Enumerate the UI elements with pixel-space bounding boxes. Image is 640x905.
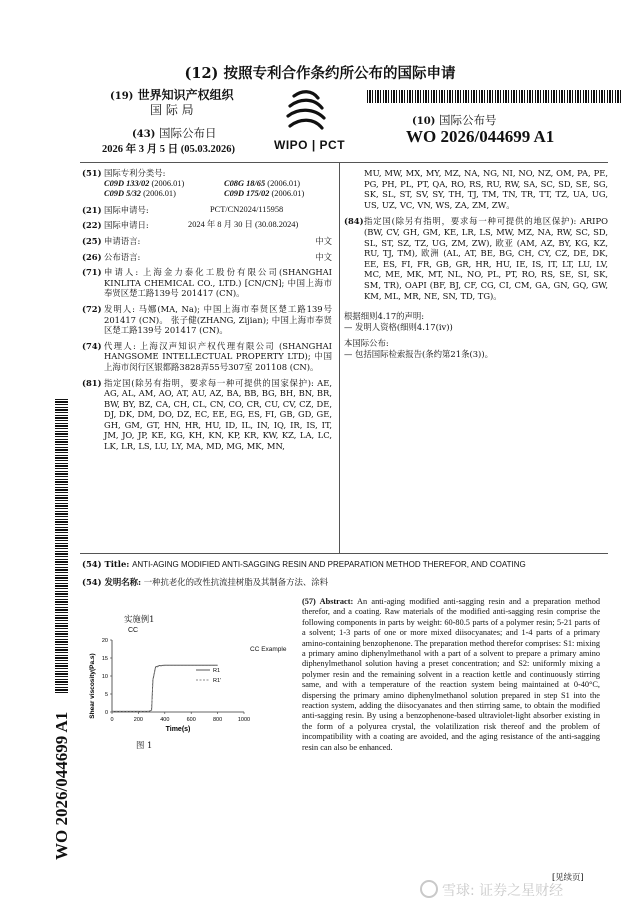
org-code: (19) bbox=[110, 91, 134, 102]
vertical-pub-number: WO 2026/044699 A1 bbox=[52, 711, 71, 860]
pub-date-value: 2026 年 3 月 5 日 (05.03.2026) bbox=[102, 144, 235, 155]
figure-cc-label: CC bbox=[128, 627, 139, 634]
column-divider bbox=[339, 163, 340, 553]
field-51: (51) 国际专利分类号: bbox=[82, 168, 166, 178]
field-74: (74) 代理人: 上海汉声知识产权代理有限公司 (SHANGHAI HANGSOME INTELLECTUAL PROPERTY LTD); 中国上海市闵行区银都路3828弄55号307室 201108 (CN)。 bbox=[82, 340, 332, 372]
field-22: (22) 国际申请日: 2024 年 8 月 30 日 (30.08.2024) bbox=[82, 220, 299, 231]
publication-item: — 包括国际检索报告(条约第21条(3))。 bbox=[344, 348, 493, 359]
figure-caption: 图 1 bbox=[136, 740, 153, 750]
x-tick-label: 1000 bbox=[237, 717, 251, 723]
org-bureau: 国 际 局 bbox=[150, 103, 194, 117]
continued-label: [见续页] bbox=[552, 872, 584, 882]
field-81-continued: MU, MW, MX, MY, MZ, NA, NG, NI, NO, NZ, OM, PA, PE, PG, PH, PL, PT, QA, RO, RS, RU, RW, SA, SC, SD, SE, SG, SK, SL, ST, SV, SY, TH, TJ, TM, TN, TR, TT, TZ, UA, UG, US, UZ, VC, VN, WS, ZA, ZM, ZW。 bbox=[364, 168, 608, 210]
watermark: 雪球: 证券之星财经 bbox=[420, 880, 563, 900]
org-name: (19) 世界知识产权组织 bbox=[110, 88, 234, 102]
field-21: (21) 国际申请号: PCT/CN2024/115958 bbox=[82, 204, 284, 215]
field-26: (26) 公布语言: 中文 bbox=[82, 251, 332, 262]
right-bibliographic-column bbox=[344, 168, 608, 360]
wipo-logo bbox=[268, 84, 360, 154]
title-cn: (54) 发明名称: 一种抗老化的改性抗流挂树脂及其制备方法、涂料 bbox=[82, 577, 329, 587]
declaration-title: 根据细则4.17的声明: bbox=[344, 311, 425, 322]
y-tick-label: 20 bbox=[101, 638, 108, 644]
legend-label: R1 bbox=[213, 668, 221, 674]
ipc-classes: C09D 133/02 (2006.01) C08G 18/65 (2006.01) C09D 5/32 (2006.01) C09D 175/02 (2006.01) bbox=[104, 178, 305, 199]
shear-viscosity-chart bbox=[84, 606, 298, 736]
y-axis-label: Shear viscosity(Pa.s) bbox=[89, 653, 96, 719]
header-divider bbox=[80, 162, 608, 163]
title-divider bbox=[80, 553, 608, 554]
x-tick-label: 800 bbox=[213, 717, 223, 723]
x-tick-label: 600 bbox=[186, 717, 196, 723]
declaration-item: — 发明人资格(细则4.17(iv)) bbox=[344, 321, 453, 332]
field-25: (25) 申请语言: 中文 bbox=[82, 235, 332, 246]
side-barcode bbox=[55, 398, 68, 693]
y-tick-label: 15 bbox=[101, 656, 108, 662]
publication-barcode bbox=[367, 90, 622, 103]
field-71: (71) 申请人: 上海金力泰化工股份有限公司(SHANGHAI KINLITA CHEMICAL CO., LTD.) [CN/CN]; 中国上海市奉贤区楚工路139号 201417 (CN)。 bbox=[82, 267, 332, 299]
y-tick-label: 0 bbox=[104, 710, 108, 716]
x-axis-label: Time(s) bbox=[165, 726, 191, 733]
x-tick-label: 0 bbox=[110, 717, 114, 723]
legend-label: R1' bbox=[213, 678, 222, 684]
x-tick-label: 200 bbox=[133, 717, 143, 723]
figure-cc-example: CC Example bbox=[250, 646, 287, 653]
series-line-R1' bbox=[112, 666, 221, 712]
x-tick-label: 400 bbox=[160, 717, 170, 723]
left-bibliographic-column bbox=[82, 168, 332, 452]
y-tick-label: 5 bbox=[104, 692, 108, 698]
publication-title: 本国际公布: bbox=[344, 338, 389, 349]
pub-no-label: (10) 国际公布号 bbox=[412, 113, 497, 127]
watermark-logo-icon bbox=[420, 880, 438, 898]
series-line-R1 bbox=[112, 665, 221, 711]
field-81: (81) 指定国(除另有指明，要求每一种可提供的国家保护): AE, AG, AL, AM, AO, AT, AU, AZ, BA, BB, BG, BH, BN, BR, BW, BY, BZ, CA, CH, CL, CN, CO, CR, CU, CV, CZ, DE, DJ, DK, DM, DO, DZ, EC, EE, EG, ES, FI, GB, GD, GE, GH, GM, GT, HN, HR, HU, ID, IL, IN, IQ, IR, IS, IT, JM, JO, JP, KE, KG, KH, KN, KP, KR, KW, KZ, LA, LC, LK, LR, LS, LU, LY, MA, MD, MG, MK, MN, bbox=[82, 377, 332, 452]
pub-date-label: (43) 国际公布日 bbox=[132, 126, 217, 140]
figure-1 bbox=[84, 606, 298, 756]
title-en: (54) Title: ANTI-AGING MODIFIED ANTI-SAGGING RESIN AND PREPARATION METHOD THEREFOR, AND COATING bbox=[82, 559, 526, 569]
abstract: (57) Abstract: An anti-aging modified anti-sagging resin and a preparation method therefor, and a coating. Raw materials of the modified anti-sagging resin comprise the following components in parts by weight: 60-80.5 parts of a polymer resin; 5-21 parts of a solvent; 1-3 parts of one or more mixed diisocyanates; and 1-4 parts of a primary amino-containing benzophenone. The preparation method therefor comprises: S1: mixing a primary amino diphenylmethanol with a part of a solvent to prepare a primary amino diphenylmethanol solution having a preset concentration; and S2: uniformly mixing a polymer resin and the remaining solvent in a reaction kettle and continuously stirring same, and with a temperature of the reaction system being maintained at 0-40°C, dispersing the primary amino diphenylmethanol solution prepared in step S1 into the reaction system, adding the diisocyanates and then stirring same, to obtain the modified anti-sagging resin. By using a benzophenone-based ultraviolet-light absorber existing in the form of a polyurea crystal, the volatilization risk thereof and the problem of incompatibility with a coating are avoided, and the aging resistance of the anti-sagging resin can also be enhanced. bbox=[302, 597, 601, 752]
y-tick-label: 10 bbox=[101, 674, 108, 680]
field-72: (72) 发明人: 马娜(MA, Na); 中国上海市奉贤区楚工路139号 201417 (CN)。 张子健(ZHANG, Zijian); 中国上海市奉贤区楚工路139号 201417 (CN)。 bbox=[82, 303, 332, 336]
document-title: (12) 按照专利合作条约所公布的国际申请 bbox=[184, 65, 456, 82]
field-84: (84) 指定国(除另有指明，要求每一种可提供的地区保护): ARIPO (BW, CV, GH, GM, KE, LR, LS, MW, MZ, NA, RW, SC, SD, SL, ST, SZ, TZ, UG, ZM, ZW), 欧亚 (AM, AZ, BY, KG, KZ, RU, TJ, TM), 欧洲 (AL, AT, BE, BG, CH, CY, CZ, DE, DK, EE, ES, FI, FR, GB, GR, HR, HU, IE, IS, IT, LT, LU, LV, MC, ME, MK, MT, NL, NO, PL, PT, RO, RS, SE, SI, SK, SM, TR), OAPI (BF, BJ, CF, CG, CI, CM, GA, GN, GQ, GW, KM, ML, MR, NE, SN, TD, TG)。 bbox=[344, 216, 608, 301]
figure-example-label: 实施例1 bbox=[124, 614, 155, 624]
wipo-label: WIPO | PCT bbox=[274, 138, 346, 152]
pub-no-value: WO 2026/044699 A1 bbox=[406, 127, 555, 146]
